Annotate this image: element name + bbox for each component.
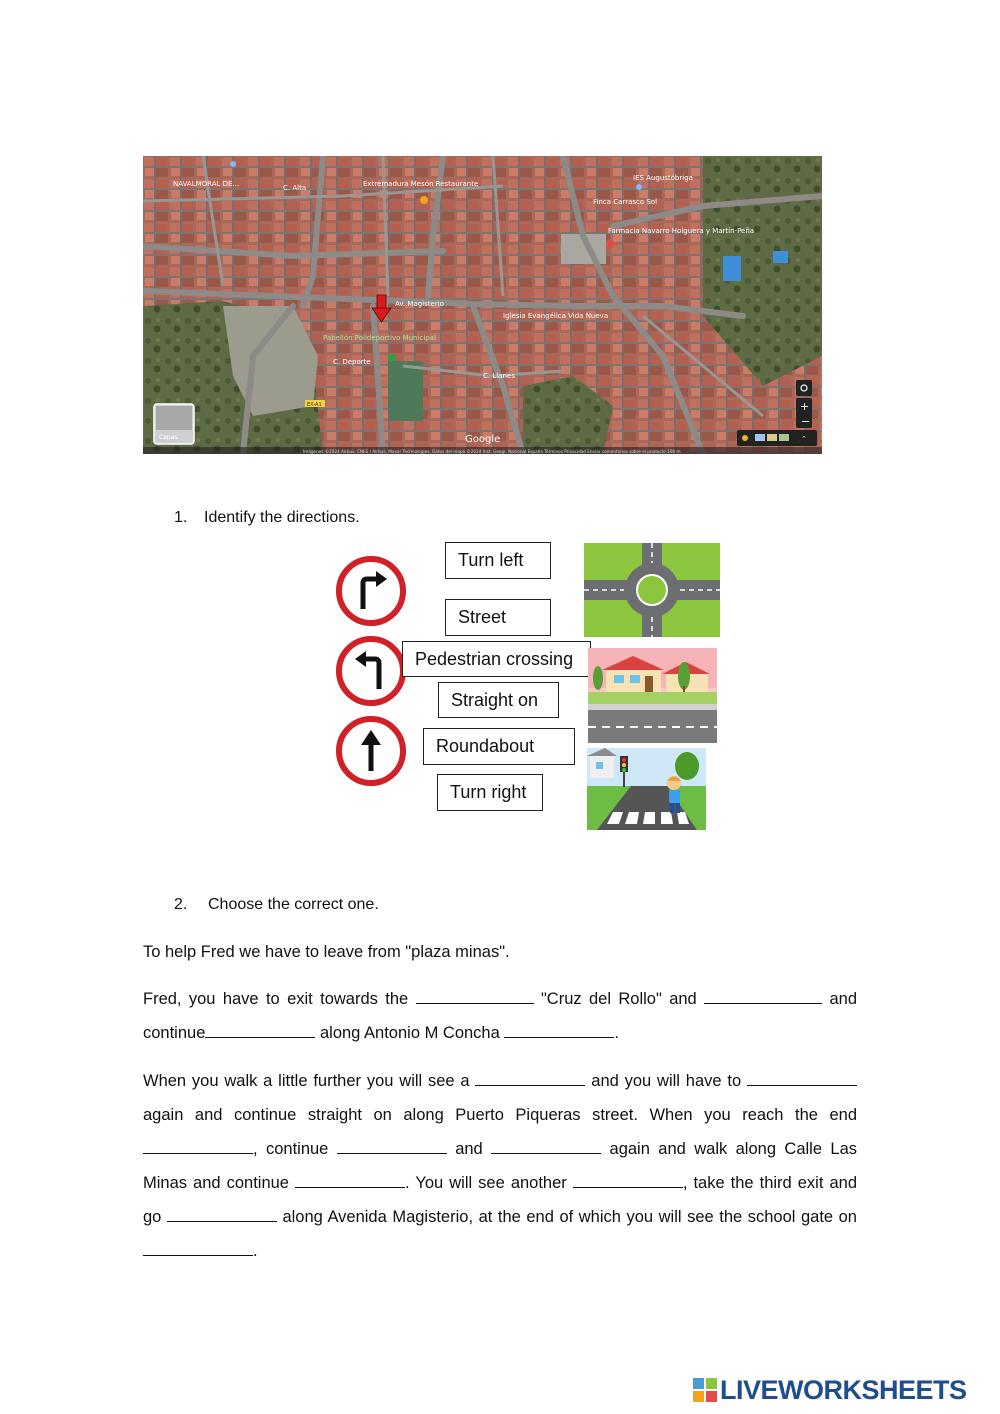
p2-part-b: and you will have to bbox=[591, 1072, 742, 1090]
p2-part-e: and bbox=[455, 1140, 483, 1158]
p1-part-e: . bbox=[614, 1024, 619, 1042]
map-label-restaurant: Extremadura Mesón Restaurante bbox=[363, 180, 479, 188]
p2-part-h: , take the third exit and go bbox=[143, 1174, 857, 1226]
intro-text: To help Fred we have to leave from "plaza minas". bbox=[143, 943, 510, 961]
map-footer: Imágenes ©2024 Airbus, CNES / Airbus, Maxar Technologies, Datos del mapa ©2024 Inst. Geogr. Nacional España Términos Privacidad Enviar comentarios sobre el producto 100 m bbox=[303, 449, 681, 454]
blank-3[interactable] bbox=[205, 1023, 315, 1038]
map-label-calta: C. Alta bbox=[283, 184, 307, 192]
blank-7[interactable] bbox=[143, 1139, 253, 1154]
pedestrian-crossing-image bbox=[587, 748, 706, 835]
map-label-ies: IES Augustóbriga bbox=[633, 174, 693, 182]
blank-8[interactable] bbox=[337, 1139, 447, 1154]
p2-part-j: . bbox=[253, 1242, 258, 1260]
blank-11[interactable] bbox=[573, 1173, 683, 1188]
layers-button[interactable] bbox=[154, 404, 194, 444]
street-image bbox=[588, 648, 717, 748]
p2-part-g: . You will see another bbox=[405, 1174, 567, 1192]
pegman-icon[interactable] bbox=[742, 435, 748, 441]
blank-5[interactable] bbox=[475, 1071, 585, 1086]
map-label-huerta: Finca Carrasco Sol bbox=[593, 198, 658, 206]
p2-part-d: , continue bbox=[253, 1140, 329, 1158]
map-label-llanes: C. Llanes bbox=[483, 372, 515, 380]
liveworksheets-logo-icon bbox=[693, 1378, 717, 1402]
map-label-poli: Pabellón Polideportivo Municipal bbox=[323, 334, 436, 342]
sign-turn-right-icon bbox=[333, 553, 409, 634]
blank-1[interactable] bbox=[416, 989, 534, 1004]
p2-part-a: When you walk a little further you will see a bbox=[143, 1072, 470, 1090]
word-straight-on[interactable]: Straight on bbox=[438, 682, 559, 718]
map-label-pharmacy: Farmacia Navarro Holguera y Martín-Peña bbox=[608, 227, 755, 235]
word-roundabout[interactable]: Roundabout bbox=[423, 728, 575, 765]
p2-part-c: again and continue straight on along Puerto Piqueras street. When you reach the end bbox=[143, 1106, 857, 1124]
liveworksheets-logo bbox=[693, 1376, 967, 1404]
zoom-controls bbox=[796, 380, 812, 428]
paragraph-2 bbox=[143, 1064, 857, 1268]
school-pin-icon[interactable] bbox=[636, 184, 642, 190]
blank-4[interactable] bbox=[504, 1023, 614, 1038]
p1-part-d: along Antonio M Concha bbox=[319, 1024, 500, 1042]
blank-10[interactable] bbox=[295, 1173, 405, 1188]
map-road-sign: EX-A1 bbox=[307, 402, 322, 408]
blank-9[interactable] bbox=[491, 1139, 601, 1154]
paragraph-1 bbox=[143, 982, 857, 1050]
map-label-avenida: Av. Magisterio bbox=[395, 300, 444, 308]
word-street[interactable]: Street bbox=[445, 599, 551, 636]
sign-straight-on-icon bbox=[333, 713, 409, 794]
blank-6[interactable] bbox=[747, 1071, 857, 1086]
p2-part-i: along Avenida Magisterio, at the end of which you will see the school gate on bbox=[282, 1208, 857, 1226]
map-label-area: NAVALMORAL DE... bbox=[173, 180, 240, 188]
google-logo: Google bbox=[465, 434, 501, 445]
blank-13[interactable] bbox=[143, 1241, 253, 1256]
p1-part-a: Fred, you have to exit towards the bbox=[143, 990, 409, 1008]
word-turn-left[interactable]: Turn left bbox=[445, 542, 551, 579]
word-pedestrian-crossing[interactable]: Pedestrian crossing bbox=[402, 641, 591, 677]
sign-turn-left-icon bbox=[333, 633, 409, 714]
expand-icon[interactable]: ⌃ bbox=[801, 435, 807, 443]
pharmacy-pin-icon[interactable] bbox=[606, 240, 614, 248]
zoom-out-button[interactable]: − bbox=[801, 415, 811, 428]
section1-title: Identify the directions. bbox=[204, 509, 360, 526]
section2-number: 2. bbox=[174, 896, 188, 913]
liveworksheets-logo-text: LIVEWORKSHEETS bbox=[720, 1374, 967, 1405]
blank-12[interactable] bbox=[167, 1207, 277, 1222]
word-turn-right[interactable]: Turn right bbox=[437, 774, 543, 811]
roundabout-image bbox=[584, 543, 720, 642]
map-label-deporte: C. Deporte bbox=[333, 358, 371, 366]
p1-part-c: and continue bbox=[143, 990, 858, 1042]
p2-part-f: again and walk along Calle Las Minas and continue bbox=[143, 1140, 857, 1192]
aerial-map bbox=[143, 156, 822, 454]
blank-2[interactable] bbox=[704, 989, 822, 1004]
restaurant-pin-icon[interactable] bbox=[420, 196, 428, 204]
place-pin-icon[interactable] bbox=[230, 161, 236, 167]
zoom-in-button[interactable]: + bbox=[800, 400, 810, 413]
layers-label: Capas bbox=[159, 434, 178, 441]
section2-title: Choose the correct one. bbox=[208, 896, 379, 913]
section1-number: 1. bbox=[174, 509, 188, 526]
map-label-church: Iglesia Evangélica Vida Nueva bbox=[503, 312, 609, 320]
park-pin-icon[interactable] bbox=[388, 354, 396, 362]
p1-part-b: "Cruz del Rollo" and bbox=[540, 990, 697, 1008]
